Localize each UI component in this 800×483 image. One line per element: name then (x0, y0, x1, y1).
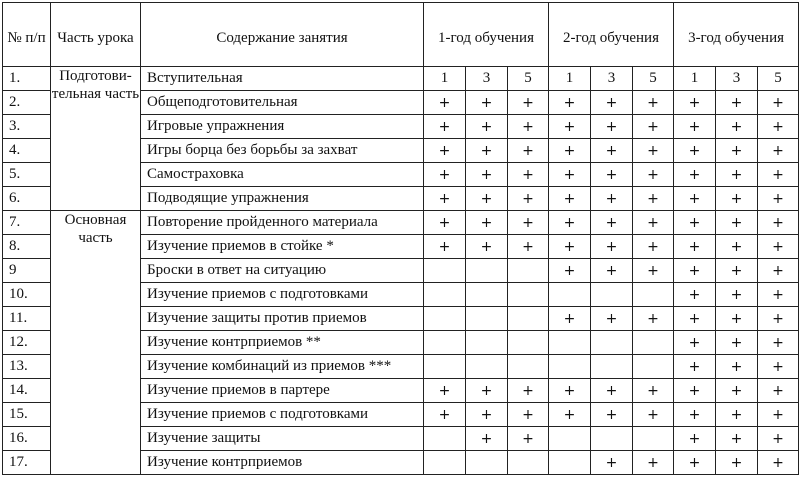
mark-cell (466, 307, 508, 331)
mark-cell (549, 427, 591, 451)
mark-cell: + (466, 163, 508, 187)
mark-cell: + (591, 379, 633, 403)
mark-cell: 1 (424, 67, 466, 91)
mark-cell: + (633, 139, 674, 163)
mark-cell: + (716, 307, 758, 331)
lesson-content: Изучение контрприемов (141, 451, 424, 475)
lesson-content: Повторение пройденного материала (141, 211, 424, 235)
mark-cell: + (508, 91, 549, 115)
header-num: № п/п (3, 3, 51, 67)
mark-cell: + (758, 379, 799, 403)
mark-cell: + (758, 331, 799, 355)
mark-cell: + (674, 451, 716, 475)
mark-cell: + (591, 211, 633, 235)
mark-cell: + (633, 259, 674, 283)
mark-cell (591, 331, 633, 355)
mark-cell: + (674, 115, 716, 139)
row-number: 1. (3, 67, 51, 91)
mark-cell: + (466, 139, 508, 163)
mark-cell: + (508, 139, 549, 163)
mark-cell: + (424, 187, 466, 211)
mark-cell: + (674, 139, 716, 163)
lesson-content: Игры борца без борьбы за захват (141, 139, 424, 163)
mark-cell: + (674, 283, 716, 307)
row-number: 17. (3, 451, 51, 475)
mark-cell: + (591, 91, 633, 115)
mark-cell: + (674, 91, 716, 115)
mark-cell: + (716, 379, 758, 403)
mark-cell: + (508, 211, 549, 235)
mark-cell: + (716, 451, 758, 475)
mark-cell: + (591, 403, 633, 427)
mark-cell (424, 427, 466, 451)
mark-cell: + (674, 331, 716, 355)
mark-cell (466, 355, 508, 379)
lesson-plan-table (2, 2, 799, 475)
part-main: Основная часть (51, 211, 141, 475)
mark-cell (549, 283, 591, 307)
mark-cell: + (508, 379, 549, 403)
mark-cell: + (633, 451, 674, 475)
mark-cell (424, 331, 466, 355)
mark-cell: + (466, 427, 508, 451)
header-year-3: 3-год обучения (674, 3, 799, 67)
lesson-content: Самостраховка (141, 163, 424, 187)
mark-cell: + (591, 259, 633, 283)
mark-cell: + (633, 403, 674, 427)
mark-cell: + (716, 259, 758, 283)
mark-cell: 3 (716, 67, 758, 91)
mark-cell: + (424, 403, 466, 427)
mark-cell: + (716, 211, 758, 235)
header-year-2: 2-год обучения (549, 3, 674, 67)
mark-cell: + (758, 259, 799, 283)
mark-cell (424, 355, 466, 379)
mark-cell: 5 (508, 67, 549, 91)
mark-cell: + (633, 187, 674, 211)
mark-cell (424, 283, 466, 307)
header-part: Часть урока (51, 3, 141, 67)
mark-cell: + (633, 307, 674, 331)
mark-cell: + (591, 451, 633, 475)
mark-cell: + (508, 403, 549, 427)
mark-cell: + (549, 307, 591, 331)
lesson-content: Изучение комбинаций из приемов *** (141, 355, 424, 379)
mark-cell (424, 451, 466, 475)
row-number: 12. (3, 331, 51, 355)
mark-cell: + (716, 115, 758, 139)
mark-cell: + (549, 235, 591, 259)
mark-cell: + (424, 115, 466, 139)
mark-cell: + (466, 235, 508, 259)
mark-cell: + (674, 355, 716, 379)
mark-cell: + (466, 91, 508, 115)
row-number: 5. (3, 163, 51, 187)
mark-cell (633, 331, 674, 355)
mark-cell: + (716, 163, 758, 187)
mark-cell (549, 331, 591, 355)
mark-cell (466, 283, 508, 307)
mark-cell: 3 (466, 67, 508, 91)
mark-cell: + (716, 187, 758, 211)
mark-cell: + (466, 403, 508, 427)
mark-cell: + (674, 211, 716, 235)
mark-cell (549, 451, 591, 475)
part-preparatory: Подготови-тельная часть (51, 67, 141, 211)
mark-cell: 5 (758, 67, 799, 91)
mark-cell: + (508, 163, 549, 187)
mark-cell: + (633, 211, 674, 235)
mark-cell: + (674, 307, 716, 331)
row-number: 16. (3, 427, 51, 451)
header-year-1: 1-год обучения (424, 3, 549, 67)
mark-cell (508, 331, 549, 355)
lesson-content: Броски в ответ на ситуацию (141, 259, 424, 283)
row-number: 11. (3, 307, 51, 331)
row-number: 3. (3, 115, 51, 139)
mark-cell (633, 355, 674, 379)
mark-cell (424, 259, 466, 283)
mark-cell: + (758, 163, 799, 187)
mark-cell: + (591, 115, 633, 139)
mark-cell: + (758, 235, 799, 259)
mark-cell (508, 355, 549, 379)
mark-cell: + (424, 211, 466, 235)
mark-cell: + (508, 235, 549, 259)
mark-cell: + (591, 163, 633, 187)
mark-cell: + (716, 403, 758, 427)
mark-cell (591, 427, 633, 451)
mark-cell (633, 283, 674, 307)
mark-cell: + (424, 235, 466, 259)
mark-cell: + (549, 379, 591, 403)
mark-cell: + (674, 379, 716, 403)
mark-cell: + (758, 355, 799, 379)
lesson-content: Вступительная (141, 67, 424, 91)
lesson-content: Игровые упражнения (141, 115, 424, 139)
mark-cell: + (549, 259, 591, 283)
mark-cell: 5 (633, 67, 674, 91)
mark-cell: + (716, 355, 758, 379)
mark-cell: + (508, 187, 549, 211)
mark-cell: + (549, 187, 591, 211)
mark-cell: + (549, 163, 591, 187)
mark-cell: + (716, 427, 758, 451)
mark-cell: + (633, 379, 674, 403)
mark-cell: + (716, 139, 758, 163)
mark-cell (549, 355, 591, 379)
mark-cell: + (549, 115, 591, 139)
mark-cell: + (674, 187, 716, 211)
mark-cell (466, 451, 508, 475)
mark-cell: + (591, 235, 633, 259)
mark-cell: + (466, 115, 508, 139)
mark-cell: + (674, 403, 716, 427)
mark-cell: + (716, 331, 758, 355)
mark-cell: + (758, 187, 799, 211)
mark-cell: + (424, 91, 466, 115)
lesson-content: Подводящие упражнения (141, 187, 424, 211)
mark-cell: + (716, 283, 758, 307)
mark-cell: + (758, 403, 799, 427)
lesson-content: Изучение приемов с подготовками (141, 283, 424, 307)
row-number: 13. (3, 355, 51, 379)
mark-cell: 3 (591, 67, 633, 91)
mark-cell: 1 (549, 67, 591, 91)
mark-cell: + (591, 139, 633, 163)
mark-cell: + (633, 115, 674, 139)
mark-cell: + (758, 427, 799, 451)
mark-cell: + (758, 307, 799, 331)
mark-cell: + (466, 187, 508, 211)
mark-cell: + (549, 91, 591, 115)
row-number: 7. (3, 211, 51, 235)
mark-cell (508, 451, 549, 475)
mark-cell: + (549, 211, 591, 235)
mark-cell: + (508, 115, 549, 139)
row-number: 15. (3, 403, 51, 427)
mark-cell (508, 307, 549, 331)
mark-cell: + (466, 379, 508, 403)
mark-cell (466, 259, 508, 283)
mark-cell: + (758, 139, 799, 163)
mark-cell: 1 (674, 67, 716, 91)
header-row (3, 3, 799, 67)
mark-cell (508, 259, 549, 283)
mark-cell (424, 307, 466, 331)
row-number: 4. (3, 139, 51, 163)
mark-cell: + (674, 235, 716, 259)
mark-cell (633, 427, 674, 451)
lesson-content: Изучение контрприемов ** (141, 331, 424, 355)
row-number: 8. (3, 235, 51, 259)
mark-cell (591, 283, 633, 307)
lesson-content: Изучение приемов в стойке * (141, 235, 424, 259)
mark-cell: + (424, 139, 466, 163)
mark-cell: + (424, 163, 466, 187)
mark-cell: + (716, 91, 758, 115)
lesson-content: Изучение приемов с подготовками (141, 403, 424, 427)
mark-cell (466, 331, 508, 355)
row-number: 10. (3, 283, 51, 307)
mark-cell (508, 283, 549, 307)
mark-cell: + (758, 211, 799, 235)
lesson-content: Изучение приемов в партере (141, 379, 424, 403)
lesson-content: Изучение защиты (141, 427, 424, 451)
mark-cell: + (716, 235, 758, 259)
row-number: 14. (3, 379, 51, 403)
mark-cell: + (549, 139, 591, 163)
mark-cell: + (591, 187, 633, 211)
mark-cell: + (466, 211, 508, 235)
mark-cell: + (508, 427, 549, 451)
row-number: 9 (3, 259, 51, 283)
mark-cell: + (758, 451, 799, 475)
table-row (3, 211, 799, 235)
mark-cell: + (633, 91, 674, 115)
header-content: Содержание занятия (141, 3, 424, 67)
mark-cell: + (633, 235, 674, 259)
mark-cell: + (633, 163, 674, 187)
mark-cell: + (591, 307, 633, 331)
mark-cell: + (549, 403, 591, 427)
mark-cell: + (758, 115, 799, 139)
row-number: 6. (3, 187, 51, 211)
mark-cell: + (674, 427, 716, 451)
lesson-content: Изучение защиты против приемов (141, 307, 424, 331)
mark-cell: + (758, 91, 799, 115)
mark-cell: + (758, 283, 799, 307)
row-number: 2. (3, 91, 51, 115)
mark-cell: + (674, 163, 716, 187)
mark-cell: + (424, 379, 466, 403)
table-row (3, 67, 799, 91)
mark-cell (591, 355, 633, 379)
lesson-content: Общеподготовительная (141, 91, 424, 115)
mark-cell: + (674, 259, 716, 283)
